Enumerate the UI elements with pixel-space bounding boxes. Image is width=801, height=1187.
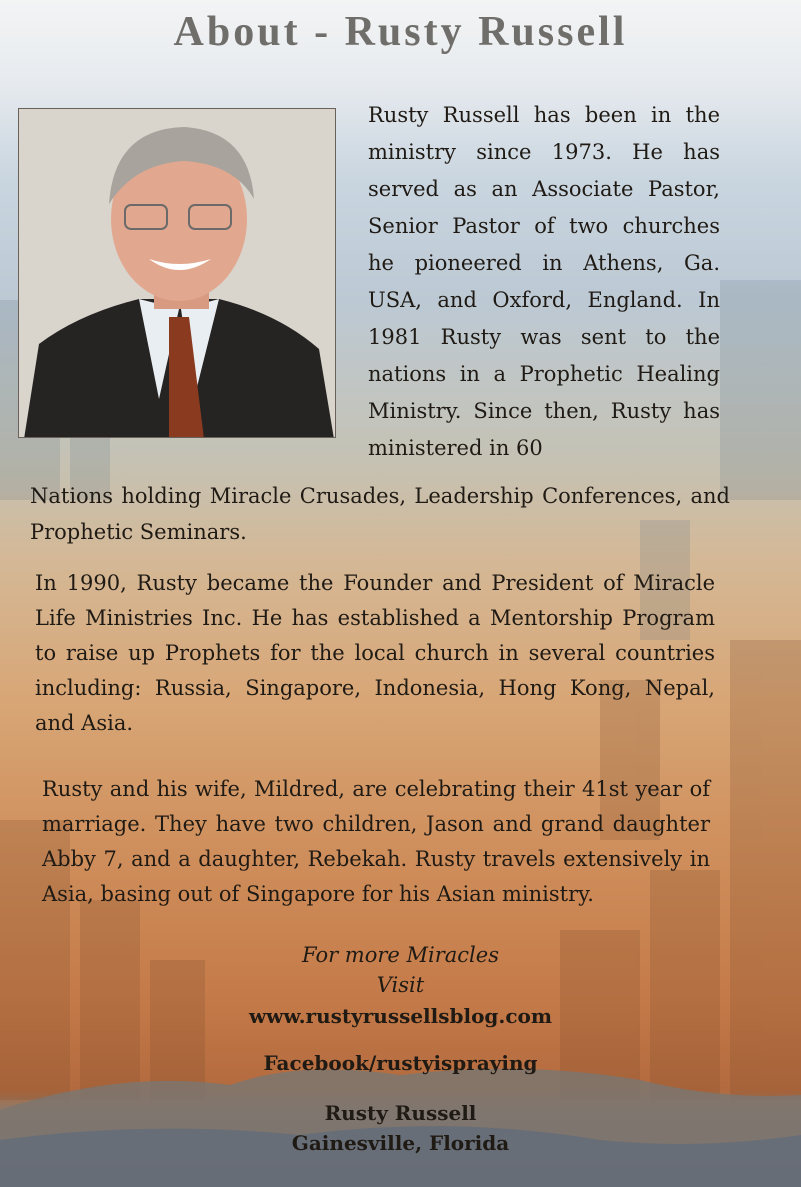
- signature-location: Gainesville, Florida: [291, 1131, 510, 1155]
- website-link[interactable]: www.rustyrussellsblog.com: [248, 1004, 553, 1028]
- page-title: About - Rusty Russell: [173, 9, 628, 55]
- facebook-link[interactable]: Facebook/rustyispraying: [263, 1051, 538, 1075]
- intro-paragraph: Rusty Russell has been in the ministry since 1973. He has served as an Associate Pastor, Senior Pastor of two churches he pioneered in Athens, Ga. USA, and Oxford, England. In 1981 Rusty was sent to the nations in a Prophetic Healing Ministry. Since then, Rusty has ministered in 60: [368, 103, 720, 460]
- more-miracles-line: For more Miracles: [302, 943, 499, 967]
- signature-name: Rusty Russell: [324, 1101, 477, 1125]
- signature: [0, 1098, 801, 1158]
- family-paragraph: Rusty and his wife, Mildred, are celebrating their 41st year of marriage. They have two children, Jason and grand daughter Abby 7, and a daughter, Rebekah. Rusty travels extensively in Asia, basing out of Singapore for his Asian ministry.: [42, 777, 710, 906]
- founder-paragraph: In 1990, Rusty became the Founder and President of Miracle Life Ministries Inc. He has established a Mentorship Program to raise up Prophets for the local church in several countries including: Russia, Singapore, Indonesia, Hong Kong, Nepal, and Asia.: [35, 571, 715, 735]
- author-portrait: [18, 108, 336, 438]
- intro-paragraph-continued: Nations holding Miracle Crusades, Leadership Conferences, and Prophetic Seminars.: [30, 484, 730, 544]
- more-miracles-callout: [0, 940, 801, 1000]
- visit-line: Visit: [376, 973, 425, 997]
